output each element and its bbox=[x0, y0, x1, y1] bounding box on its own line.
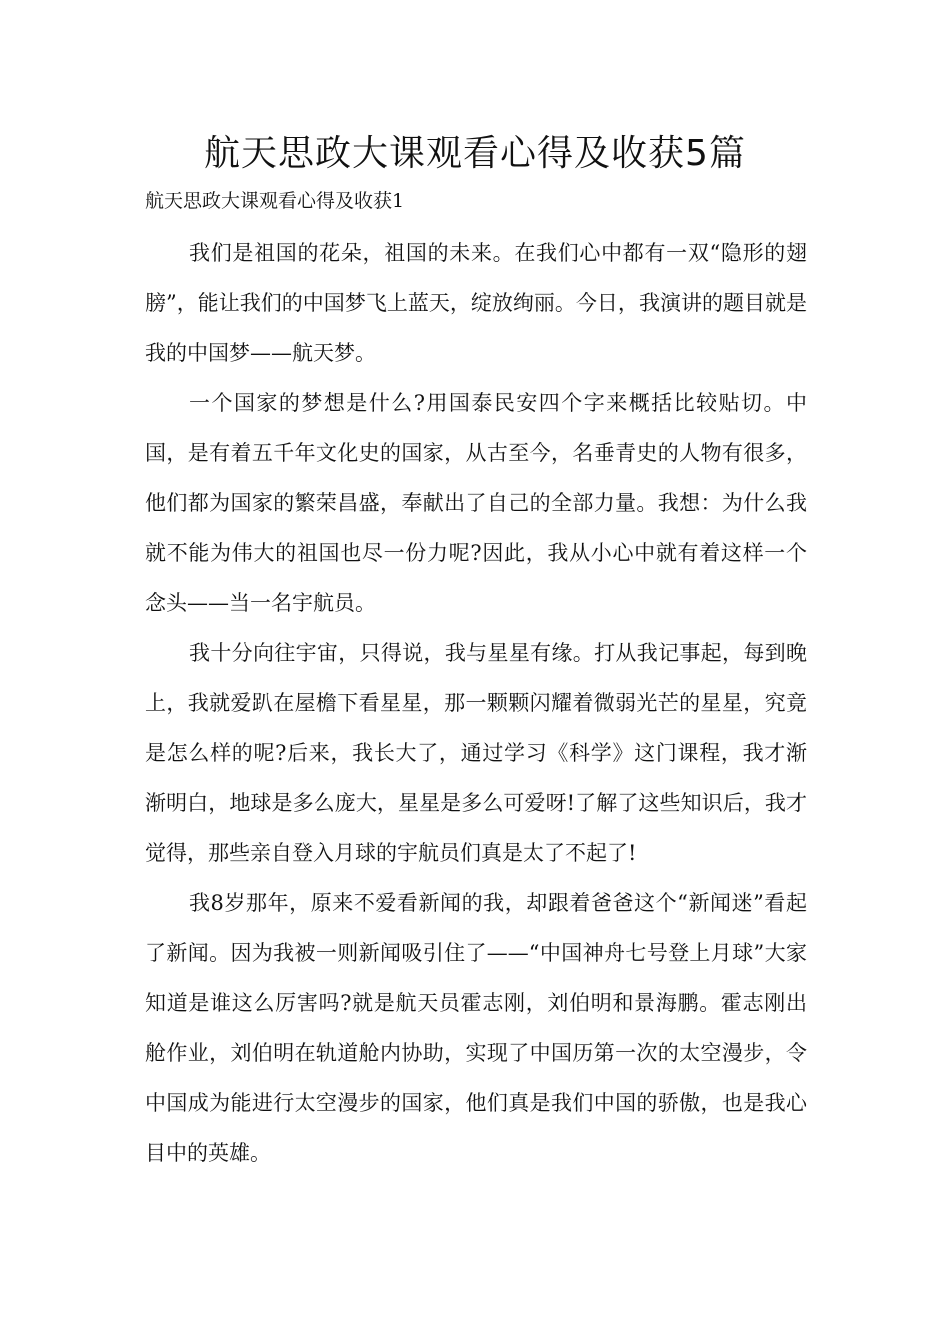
paragraph: 我十分向往宇宙，只得说，我与星星有缘。打从我记事起，每到晚上，我就爱趴在屋檐下看星星，那一颗颗闪耀着微弱光芒的星星，究竟是怎么样的呢?后来，我长大了，通过学习《科学》这门课程，我才渐渐明白，地球是多么庞大，星星是多么可爱呀!了解了这些知识后，我才觉得，那些亲自登入月球的宇航员们真是太了不起了! bbox=[145, 641, 807, 865]
document-body bbox=[145, 228, 807, 1178]
paragraph: 我们是祖国的花朵，祖国的未来。在我们心中都有一双“隐形的翅膀”，能让我们的中国梦飞上蓝天，绽放绚丽。今日，我演讲的题目就是我的中国梦——航天梦。 bbox=[145, 241, 807, 365]
section-heading: 航天思政大课观看心得及收获1 bbox=[145, 190, 405, 212]
document-title: 航天思政大课观看心得及收获5篇 bbox=[204, 133, 746, 174]
paragraph: 一个国家的梦想是什么?用国泰民安四个字来概括比较贴切。中国，是有着五千年文化史的国家，从古至今，名垂青史的人物有很多，他们都为国家的繁荣昌盛，奉献出了自己的全部力量。我想：为什么我就不能为伟大的祖国也尽一份力呢?因此，我从小心中就有着这样一个念头——当一名宇航员。 bbox=[145, 391, 807, 615]
paragraph: 我8岁那年，原来不爱看新闻的我，却跟着爸爸这个“新闻迷”看起了新闻。因为我被一则新闻吸引住了——“中国神舟七号登上月球”大家知道是谁这么厉害吗?就是航天员霍志刚，刘伯明和景海鹏。霍志刚出舱作业，刘伯明在轨道舱内协助，实现了中国历第一次的太空漫步，令中国成为能进行太空漫步的国家，他们真是我们中国的骄傲，也是我心目中的英雄。 bbox=[145, 891, 807, 1165]
